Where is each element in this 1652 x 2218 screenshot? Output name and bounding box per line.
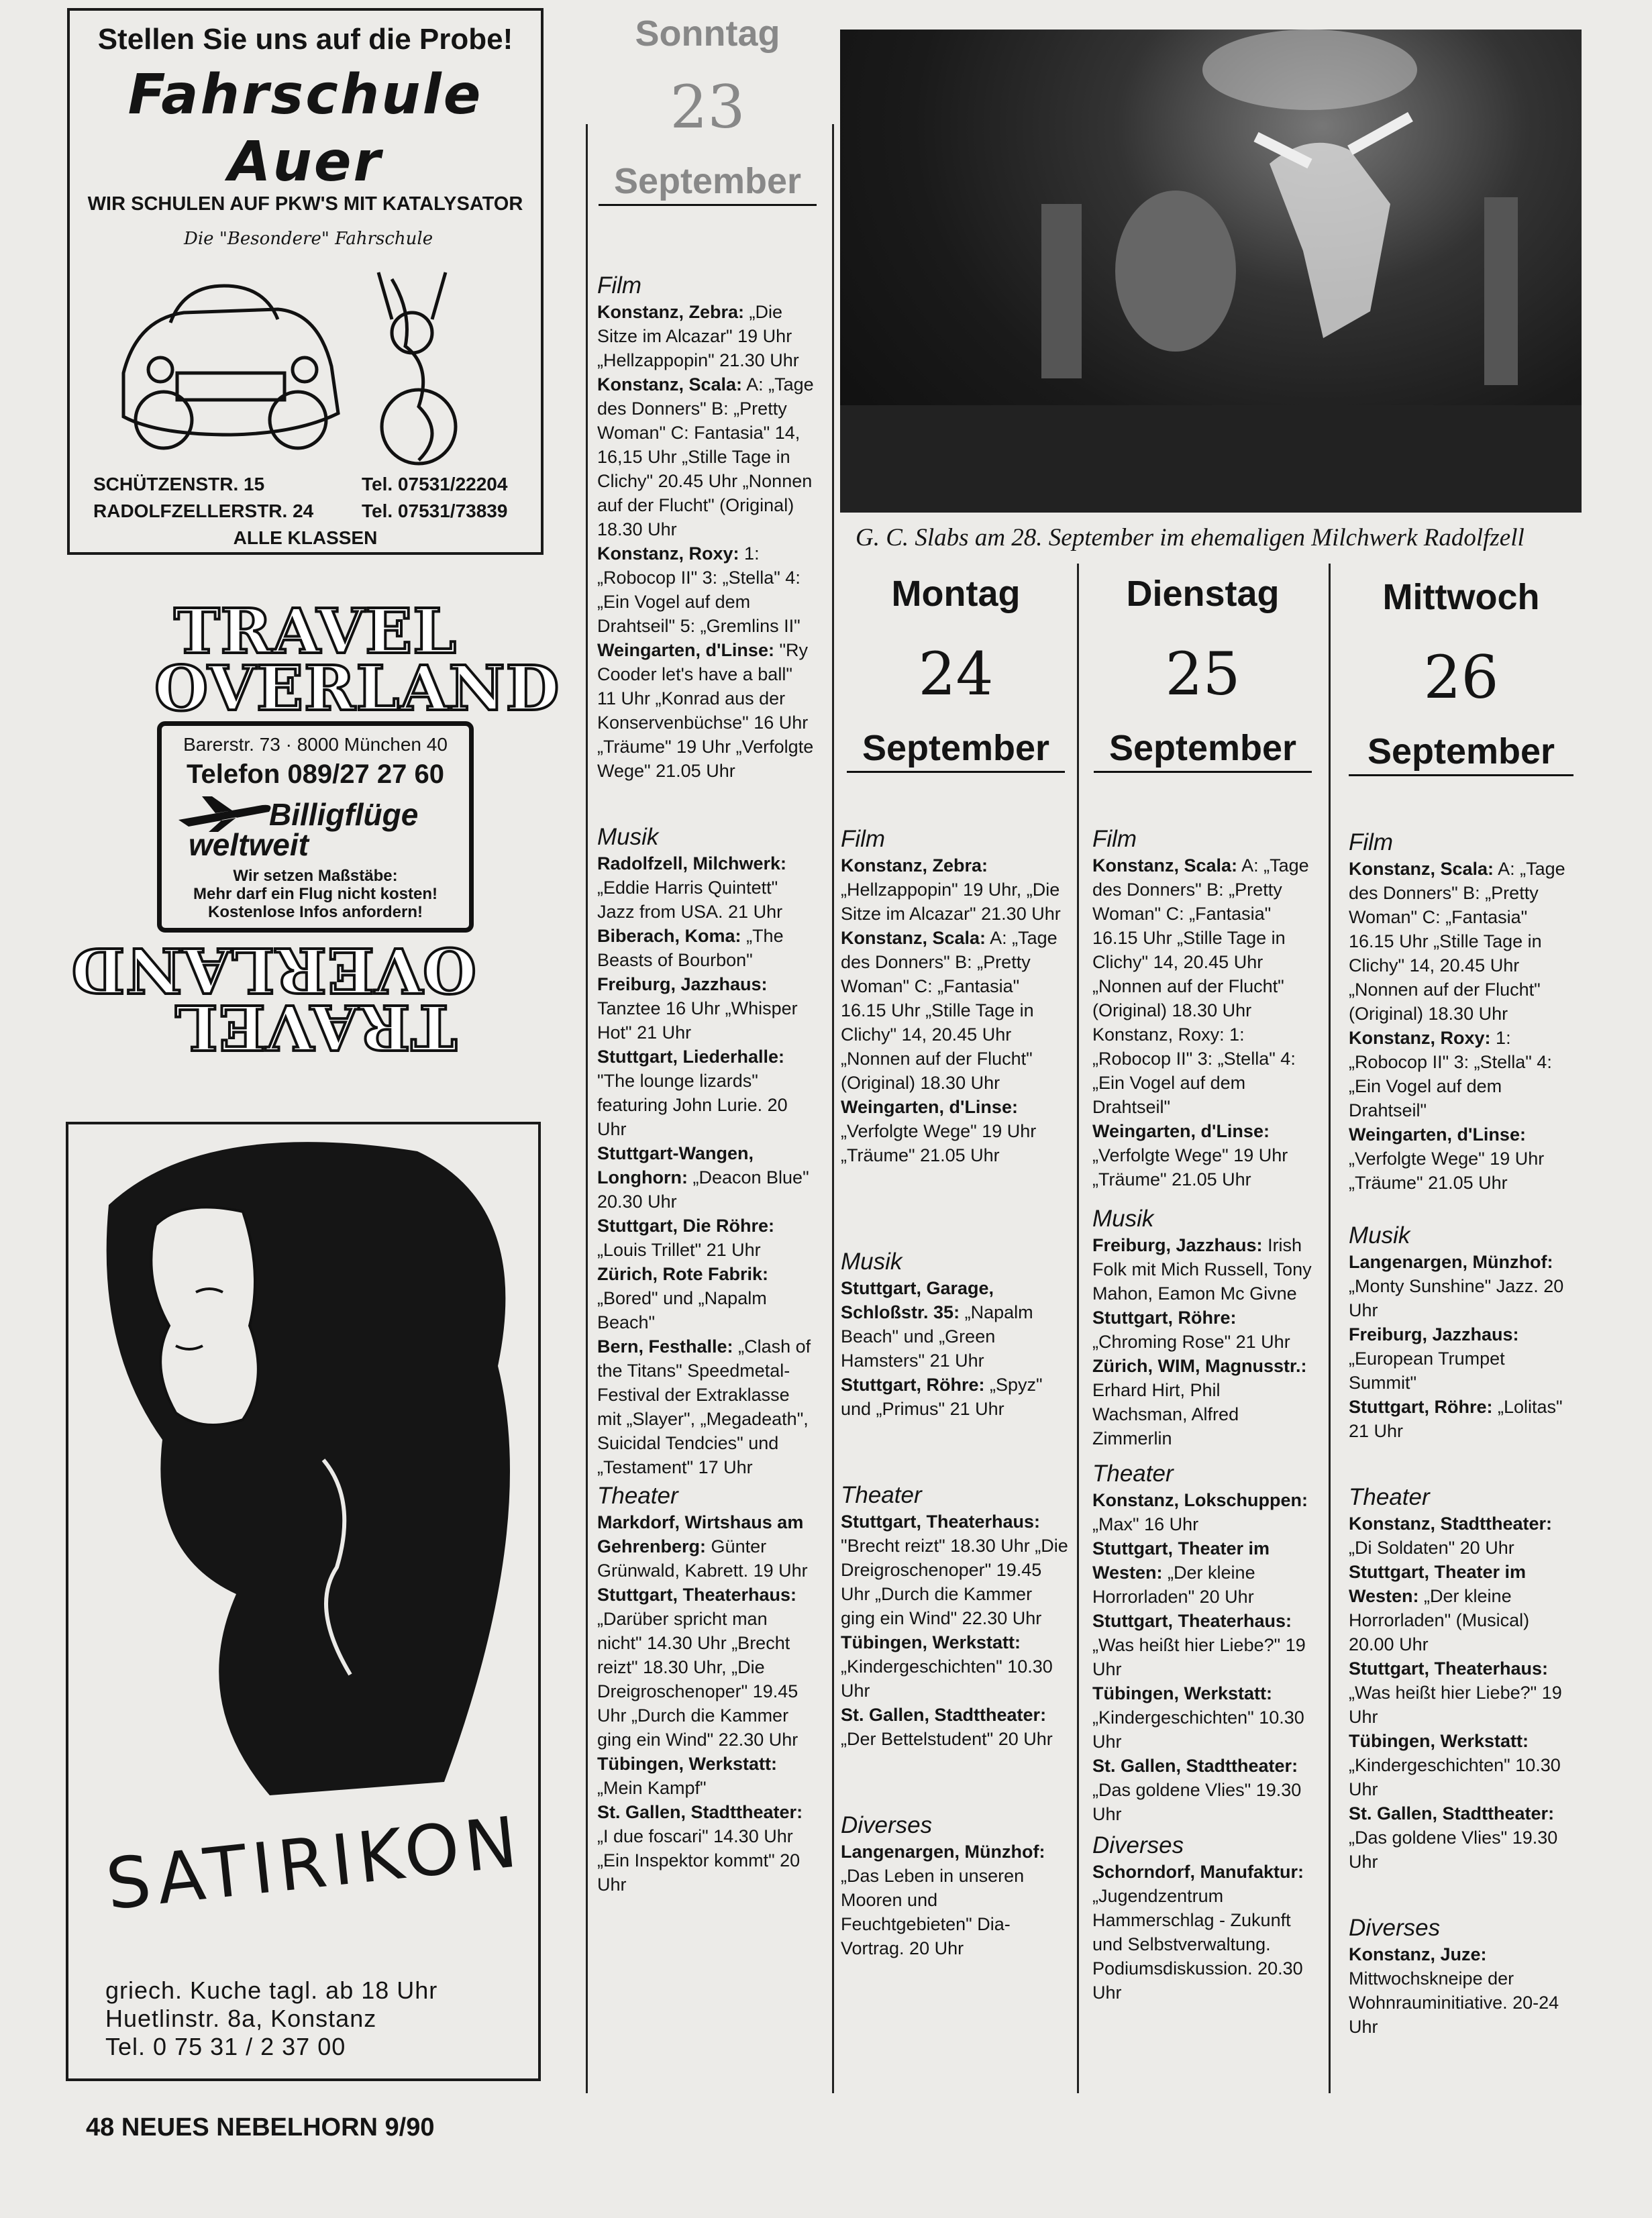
event-text: Günter Grünwald, Kabrett. 19 Uhr (597, 1536, 808, 1581)
event-venue: Stuttgart-Wangen, Longhorn: (597, 1143, 754, 1187)
category-heading-film: Film (1092, 826, 1137, 852)
satirikon-info (105, 1976, 437, 2061)
event-entry (1092, 1233, 1317, 1306)
event-text: 1: „Robocop II" 3: „Stella" 4: „Ein Vogel auf dem Drahtseil" (1349, 1028, 1552, 1120)
event-text: „Di Soldaten" 20 Uhr (1349, 1538, 1514, 1558)
event-text: Tanztee 16 Uhr „Whisper Hot" 21 Uhr (597, 998, 798, 1043)
event-venue: Konstanz, Lokschuppen: (1092, 1490, 1308, 1510)
event-entry (1349, 1512, 1573, 1560)
event-text: „Eddie Harris Quintett" Jazz from USA. 21 Uhr (597, 878, 783, 922)
page-footer: 48 NEUES NEBELHORN 9/90 (86, 2113, 435, 2142)
event-entry (597, 972, 815, 1045)
event-venue: Stuttgart, Theaterhaus: (1349, 1658, 1549, 1679)
event-text: A: „Tage des Donners" B: „Pretty Woman" C: „Fantasia" 16.15 Uhr „Stille Tage in Clichy" 14, 20.45 Uhr „Nonnen auf der Flucht" (Original) 18.30 Uhr (1349, 859, 1565, 1024)
event-entry (1349, 1250, 1573, 1322)
event-entry (1349, 1729, 1573, 1801)
day-header-tuesday (1094, 574, 1312, 773)
weekday: Montag (891, 574, 1021, 614)
event-text: "Brecht reizt" 18.30 Uhr „Die Dreigroschenoper" 19.45 Uhr „Durch die Kammer ging ein Wind" 22.30 Uhr (841, 1536, 1068, 1628)
event-entry (597, 372, 815, 541)
event-venue: Stuttgart, Röhre: (841, 1375, 985, 1395)
event-venue: Tübingen, Werkstatt: (597, 1754, 778, 1774)
event-entry (1092, 1354, 1317, 1450)
column-divider (1329, 564, 1331, 2093)
event-venue: Zürich, WIM, Magnusstr.: (1092, 1356, 1307, 1376)
header-rule (599, 204, 817, 206)
category-heading-diverses: Diverses (841, 1812, 933, 1838)
event-text: „The Beasts of Bourbon" (597, 926, 784, 970)
month: September (1367, 731, 1555, 772)
event-text: „Chroming Rose" 21 Uhr (1092, 1332, 1290, 1352)
event-venue: Bern, Festhalle: (597, 1336, 733, 1357)
column-divider (1077, 564, 1079, 2093)
event-venue: Konstanz, Scala: (597, 374, 743, 394)
event-venue: Stuttgart, Theaterhaus: (841, 1512, 1041, 1532)
event-text: „Jugendzentrum Hammerschlag - Zukunft und Selbstverwaltung. Podiumsdiskussion. 20.30 Uhr (1092, 1886, 1303, 2003)
event-entry (597, 1510, 815, 1583)
day-number: 25 (1165, 639, 1241, 708)
woman-portrait-illustration (68, 1124, 538, 1795)
satirikon-logo: SATIRIKON (102, 1800, 526, 1926)
event-entry (841, 853, 1069, 926)
category-heading-musik: Musik (597, 824, 659, 850)
event-text: „Der Bettelstudent" 20 Uhr (841, 1729, 1053, 1749)
event-text: „Das goldene Vlies" 19.30 Uhr (1349, 1828, 1558, 1872)
event-venue: Konstanz, Scala: (1092, 855, 1238, 876)
event-venue: Konstanz, Zebra: (597, 302, 745, 322)
event-text: A: „Tage des Donners" B: „Pretty Woman" C: Fantasia" 14, 16,15 Uhr „Stille Tage in Clichy" 20.45 Uhr „Nonnen auf der Flucht" (Original) 18.30 Uhr (597, 374, 814, 539)
photo-caption: G. C. Slabs am 28. September im ehemaligen Milchwerk Radolfzell (856, 524, 1525, 551)
event-venue: Konstanz, Roxy: (1349, 1028, 1491, 1048)
event-venue: Konstanz, Juze: (1349, 1944, 1487, 1964)
event-entry (1092, 1119, 1317, 1192)
event-text: „European Trumpet Summit" (1349, 1349, 1505, 1393)
column-divider (586, 124, 588, 2093)
month: September (613, 161, 802, 201)
travel-taglines (162, 867, 469, 921)
event-entry (1092, 1609, 1317, 1681)
event-entry (841, 1840, 1069, 1960)
event-text: „Verfolgte Wege" 19 Uhr „Träume" 21.05 Uhr (841, 1121, 1037, 1165)
event-venue: Weingarten, d'Linse: (1349, 1124, 1526, 1145)
event-text: „Das goldene Vlies" 19.30 Uhr (1092, 1780, 1302, 1824)
event-venue: Freiburg, Jazzhaus: (1092, 1235, 1263, 1255)
event-text: „Mein Kampf" (597, 1778, 707, 1798)
category-heading-musik: Musik (1349, 1222, 1410, 1249)
event-text: „Monty Sunshine" Jazz. 20 Uhr (1349, 1276, 1564, 1320)
event-entry (1092, 1306, 1317, 1354)
event-venue: Stuttgart, Theater im Westen: (1092, 1538, 1270, 1583)
satirikon-line1: griech. Kuche tagl. ab 18 Uhr (105, 1976, 438, 2004)
header-rule (1349, 774, 1573, 776)
category-heading-theater: Theater (1092, 1461, 1174, 1487)
event-text: „Was heißt hier Liebe?" 19 Uhr (1092, 1635, 1306, 1679)
event-entry (1092, 1488, 1317, 1536)
category-heading-theater: Theater (1349, 1484, 1430, 1510)
event-text: „Was heißt hier Liebe?" 19 Uhr (1349, 1683, 1562, 1727)
event-venue: Freiburg, Jazzhaus: (1349, 1324, 1519, 1344)
event-text: „Lolitas" 21 Uhr (1349, 1397, 1563, 1441)
event-text: "Ry Cooder let's have a ball" 11 Uhr „Konrad aus der Konservenbüchse" 16 Uhr „Träume" 19 Uhr „Verfolgte Wege" 21.05 Uhr (597, 640, 814, 781)
day-header-wednesday (1349, 577, 1573, 776)
monday-events (841, 825, 1069, 1960)
day-number: 24 (918, 639, 994, 708)
event-venue: Konstanz, Scala: (1349, 859, 1494, 879)
weekday: Dienstag (1126, 574, 1280, 614)
ad-subline: WIR SCHULEN AUF PKW'S MIT KATALYSATOR (87, 193, 523, 215)
month: September (1108, 728, 1297, 768)
event-entry (1092, 1681, 1317, 1754)
event-venue: Schorndorf, Manufaktur: (1092, 1862, 1304, 1882)
event-venue: St. Gallen, Stadttheater: (1092, 1756, 1298, 1776)
event-text: „Bored" und „Napalm Beach" (597, 1288, 767, 1332)
category-heading-diverses: Diverses (1092, 1832, 1184, 1858)
event-entry (1092, 853, 1317, 1022)
event-entry (597, 1262, 815, 1334)
travel-headline1: Billigflüge (269, 797, 419, 832)
event-text: „I due foscari" 14.30 Uhr „Ein Inspektor kommt" 20 Uhr (597, 1826, 801, 1895)
event-entry (1349, 1026, 1573, 1122)
event-venue: Stuttgart, Theaterhaus: (597, 1585, 797, 1605)
event-text: „Napalm Beach" und „Green Hamsters" 21 Uhr (841, 1302, 1033, 1371)
event-entry (597, 300, 815, 372)
day-number: 23 (670, 72, 745, 142)
event-venue: Konstanz, Zebra: (841, 855, 988, 876)
event-entry (1349, 1122, 1573, 1195)
event-entry (1092, 1022, 1317, 1119)
travel-logo-line1: TRAVEL (174, 595, 457, 668)
concert-photo (840, 30, 1582, 513)
ad-slogan: Stellen Sie uns auf die Probe! (97, 23, 513, 56)
event-venue: Zürich, Rote Fabrik: (597, 1264, 769, 1284)
event-venue: Konstanz, Stadttheater: (1349, 1514, 1553, 1534)
category-heading-diverses: Diverses (1349, 1915, 1441, 1941)
event-venue: Langenargen, Münzhof: (1349, 1252, 1553, 1272)
event-venue: Konstanz, Scala: (841, 928, 986, 948)
event-venue: Stuttgart, Garage, Schloßstr. 35: (841, 1278, 994, 1322)
ad-script-line: Die "Besondere" Fahrschule (184, 229, 433, 249)
event-text: Erhard Hirt, Phil Wachsman, Alfred Zimmerlin (1092, 1380, 1239, 1448)
event-venue: Stuttgart, Röhre: (1092, 1308, 1237, 1328)
event-venue: Langenargen, Münzhof: (841, 1842, 1045, 1862)
fahrschule-ad (67, 8, 544, 555)
event-venue: Konstanz, Roxy: (597, 543, 739, 564)
ad-phone2: Tel. 07531/73839 (362, 500, 508, 521)
wednesday-events (1349, 829, 1573, 2039)
travel-address: Barerstr. 73 · 8000 München 40 (183, 734, 448, 755)
header-rule (847, 771, 1065, 773)
event-entry (1092, 1536, 1317, 1609)
event-entry (1349, 1395, 1573, 1443)
category-heading-theater: Theater (597, 1483, 678, 1509)
ad-name-line1: Fahrschule (127, 63, 483, 127)
event-entry (597, 1141, 815, 1214)
travel-tagline2: Mehr darf ein Flug nicht kosten! (193, 885, 438, 903)
satirikon-line2: Huetlinstr. 8a, Konstanz (105, 2005, 377, 2032)
event-entry (1349, 1942, 1573, 2039)
event-entry (597, 851, 815, 924)
header-rule (1094, 771, 1312, 773)
event-venue: Freiburg, Jazzhaus: (597, 974, 768, 994)
event-text: Konstanz, Roxy: 1: „Robocop II" 3: „Stella" 4: „Ein Vogel auf dem Drahtseil" (1092, 1024, 1296, 1117)
travel-tagline3: Kostenlose Infos anfordern! (207, 903, 423, 921)
event-entry (1092, 1860, 1317, 2005)
event-entry (597, 924, 815, 972)
event-text: „Hellzappopin" 19 Uhr, „Die Sitze im Alcazar" 21.30 Uhr (841, 880, 1061, 924)
category-heading-film: Film (841, 826, 886, 852)
event-entry (1349, 1322, 1573, 1395)
event-entry (597, 1214, 815, 1262)
event-venue: Stuttgart, Theaterhaus: (1092, 1611, 1292, 1631)
event-entry (841, 1373, 1069, 1421)
ad-classes: ALLE KLASSEN (233, 527, 378, 548)
event-venue: Tübingen, Werkstatt: (1092, 1683, 1273, 1703)
event-text: „Spyz" und „Primus" 21 Uhr (841, 1375, 1043, 1419)
travel-info-box (157, 721, 474, 933)
event-entry (1092, 1754, 1317, 1826)
event-entry (841, 1276, 1069, 1373)
event-text: „Der kleine Horrorladen" (Musical) 20.00 Uhr (1349, 1586, 1530, 1654)
event-text: „Kindergeschichten" 10.30 Uhr (1349, 1755, 1561, 1799)
event-text: „Das Leben in unseren Mooren und Feuchtgebieten" Dia-Vortrag. 20 Uhr (841, 1866, 1025, 1958)
event-entry (841, 926, 1069, 1095)
event-text: „Verfolgte Wege" 19 Uhr „Träume" 21.05 Uhr (1349, 1149, 1545, 1193)
event-text: 1: „Robocop II" 3: „Stella" 4: „Ein Vogel auf dem Drahtseil" 5: „Gremlins II" (597, 543, 801, 636)
travel-logo-mirrored-line1: TRAVEL (174, 991, 457, 1063)
travel-headline2: weltweit (189, 827, 309, 862)
event-entry (597, 1583, 815, 1752)
event-venue: Markdorf, Wirtshaus am Gehrenberg: (597, 1512, 804, 1556)
tuesday-events (1092, 825, 1317, 2005)
day-header-monday (847, 574, 1065, 773)
event-venue: St. Gallen, Stadttheater: (841, 1705, 1047, 1725)
event-venue: Weingarten, d'Linse: (1092, 1121, 1270, 1141)
event-text: „Kindergeschichten" 10.30 Uhr (841, 1656, 1053, 1701)
category-heading-musik: Musik (841, 1249, 902, 1275)
category-heading-musik: Musik (1092, 1206, 1154, 1232)
event-text: Irish Folk mit Mich Russell, Tony Mahon, Eamon Mc Givne (1092, 1235, 1312, 1304)
category-heading-film: Film (597, 272, 642, 299)
event-text: „Die Sitze im Alcazar" 19 Uhr „Hellzappopin" 21.30 Uhr (597, 302, 799, 370)
travel-logo-mirrored-line2: OVERLAND (70, 934, 476, 1006)
event-venue: Stuttgart, Theater im Westen: (1349, 1562, 1527, 1606)
car-cartoon-illustration (97, 259, 513, 474)
weekday: Sonntag (635, 13, 780, 54)
day-number: 26 (1423, 643, 1499, 712)
event-venue: Stuttgart, Liederhalle: (597, 1047, 785, 1067)
category-heading-film: Film (1349, 829, 1394, 855)
event-text: "The lounge lizards" featuring John Lurie. 20 Uhr (597, 1071, 788, 1139)
travel-tagline1: Wir setzen Maßstäbe: (233, 867, 398, 885)
event-text: „Darüber spricht man nicht" 14.30 Uhr „Brecht reizt" 18.30 Uhr, „Die Dreigroschenoper" 19.45 Uhr „Durch die Kammer ging ein Wind" 22.30 Uhr (597, 1609, 798, 1750)
travel-overland-ad (70, 595, 560, 1063)
column-divider (832, 124, 834, 2093)
event-entry (841, 1703, 1069, 1751)
event-entry (1349, 1560, 1573, 1656)
satirikon-line3: Tel. 0 75 31 / 2 37 00 (105, 2033, 346, 2060)
event-text: „Deacon Blue" 20.30 Uhr (597, 1167, 809, 1212)
event-venue: Biberach, Koma: (597, 926, 741, 946)
event-entry (597, 1334, 815, 1479)
travel-phone: Telefon 089/27 27 60 (187, 759, 444, 789)
day-header-sunday (599, 13, 817, 206)
event-entry (1349, 857, 1573, 1026)
event-venue: St. Gallen, Stadttheater: (597, 1802, 803, 1822)
event-venue: Tübingen, Werkstatt: (841, 1632, 1021, 1652)
event-entry (841, 1095, 1069, 1167)
event-entry (841, 1630, 1069, 1703)
event-entry (1349, 1801, 1573, 1874)
travel-logo-line2: OVERLAND (154, 652, 560, 725)
sunday-events (597, 272, 815, 1897)
event-text: „Der kleine Horrorladen" 20 Uhr (1092, 1563, 1255, 1607)
event-venue: Stuttgart, Röhre: (1349, 1397, 1493, 1417)
event-venue: St. Gallen, Stadttheater: (1349, 1803, 1555, 1824)
satirikon-ad (66, 1122, 541, 2081)
weekday: Mittwoch (1382, 577, 1540, 617)
ad-street1: SCHÜTZENSTR. 15 (93, 474, 265, 494)
event-entry (597, 1800, 815, 1897)
event-entry (597, 638, 815, 783)
event-text: A: „Tage des Donners" B: „Pretty Woman" C: „Fantasia" 16.15 Uhr „Stille Tage in Clichy" 14, 20.45 Uhr „Nonnen auf der Flucht" (Original) 18.30 Uhr (841, 928, 1057, 1093)
event-text: „Verfolgte Wege" 19 Uhr „Träume" 21.05 Uhr (1092, 1145, 1288, 1190)
month: September (862, 728, 1050, 768)
event-text: „Clash of the Titans" Speedmetal-Festival der Extraklasse mit „Slayer", „Megadeath", Suicidal Tendcies" und „Testament" 17 Uhr (597, 1336, 811, 1477)
event-text: Mittwochskneipe der Wohnrauminitiative. 20-24 Uhr (1349, 1968, 1559, 2037)
event-entry (841, 1510, 1069, 1630)
event-text: „Kindergeschichten" 10.30 Uhr (1092, 1707, 1304, 1752)
ad-phone1: Tel. 07531/22204 (362, 474, 508, 494)
concert-photo-image (840, 30, 1582, 513)
ad-name-line2: Auer (228, 130, 382, 194)
event-text: „Max" 16 Uhr (1092, 1514, 1199, 1534)
event-venue: Radolfzell, Milchwerk: (597, 853, 787, 874)
category-heading-theater: Theater (841, 1482, 922, 1508)
event-venue: Weingarten, d'Linse: (597, 640, 774, 660)
event-entry (597, 541, 815, 638)
event-entry (597, 1045, 815, 1141)
event-text: A: „Tage des Donners" B: „Pretty Woman" C: „Fantasia" 16.15 Uhr „Stille Tage in Clichy" 14, 20.45 Uhr „Nonnen auf der Flucht" (Original) 18.30 Uhr (1092, 855, 1309, 1020)
event-entry (597, 1752, 815, 1800)
event-entry (1349, 1656, 1573, 1729)
event-venue: Weingarten, d'Linse: (841, 1097, 1018, 1117)
ad-street2: RADOLFZELLERSTR. 24 (93, 500, 314, 521)
event-text: „Louis Trillet" 21 Uhr (597, 1240, 761, 1260)
event-venue: Stuttgart, Die Röhre: (597, 1216, 775, 1236)
event-venue: Tübingen, Werkstatt: (1349, 1731, 1529, 1751)
